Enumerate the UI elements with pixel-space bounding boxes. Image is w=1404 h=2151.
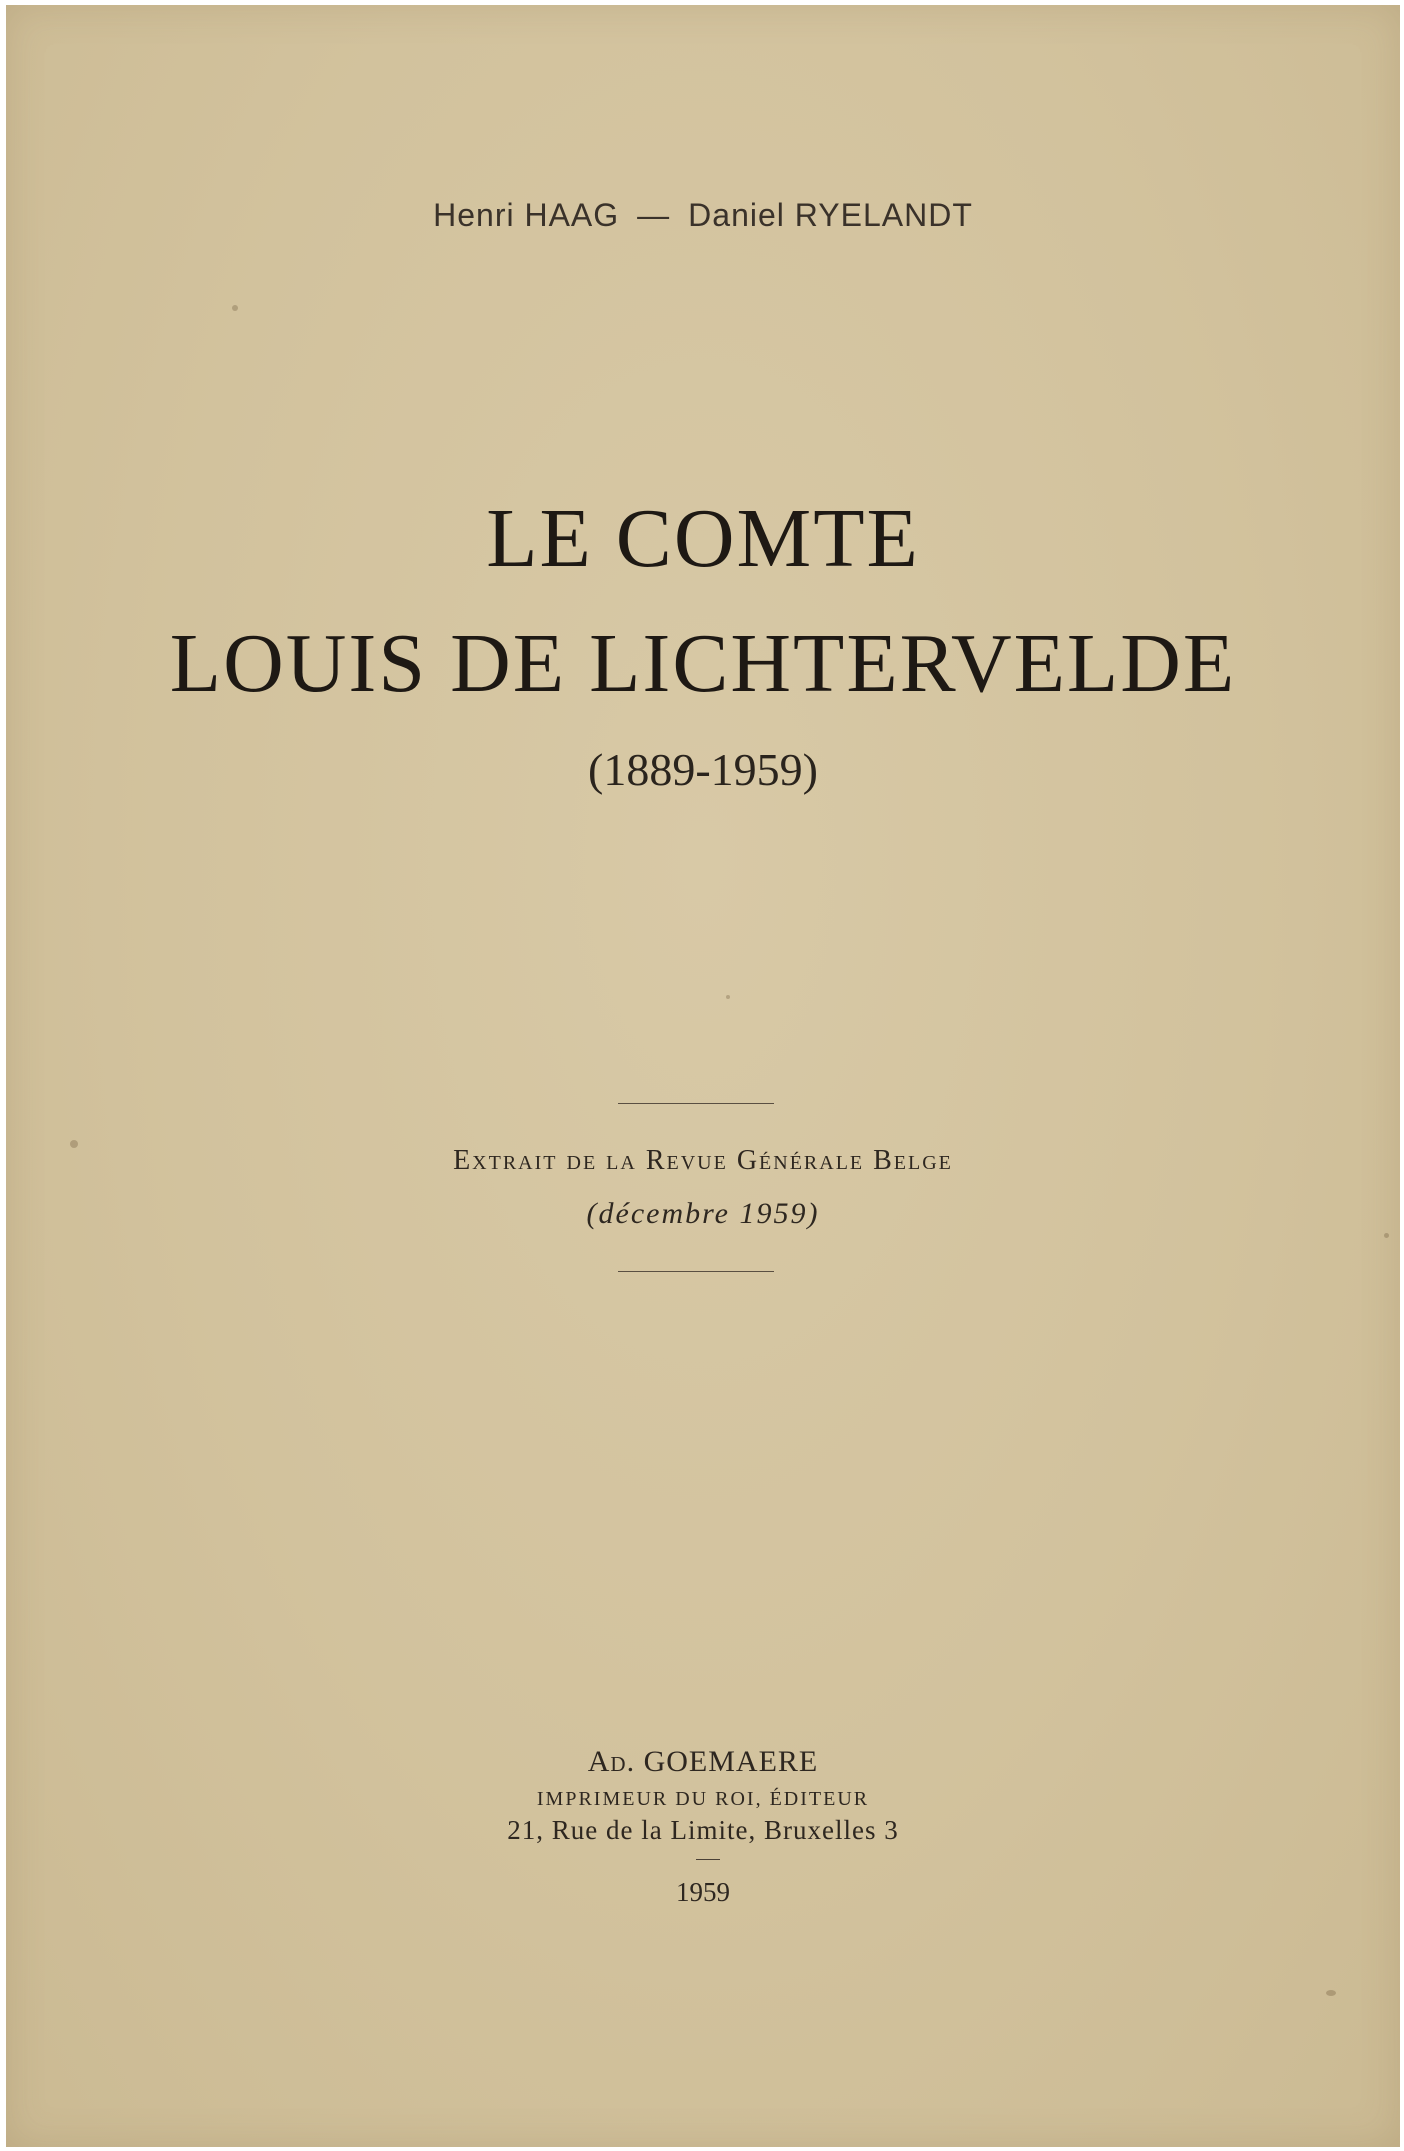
author-separator: — xyxy=(637,197,671,233)
title-line-1: LE COMTE xyxy=(486,492,920,585)
author-haag: Henri HAAG xyxy=(433,197,620,233)
extract-source: Extrait de la Revue Générale Belge xyxy=(453,1145,953,1176)
author-ryelandt: Daniel RYELANDT xyxy=(688,197,973,233)
paper-spot xyxy=(232,305,238,311)
publisher-role: IMPRIMEUR DU ROI, ÉDITEUR xyxy=(536,1788,870,1810)
book-cover xyxy=(6,5,1400,2147)
publisher-address: 21, Rue de la Limite, Bruxelles 3 xyxy=(507,1815,899,1845)
paper-spot xyxy=(726,995,730,999)
year-divider xyxy=(696,1859,720,1860)
paper-spot xyxy=(1326,1990,1336,1996)
paper-spot xyxy=(1384,1233,1389,1238)
issue-date: (décembre 1959) xyxy=(586,1197,820,1230)
divider-top xyxy=(618,1103,774,1104)
publication-year: 1959 xyxy=(676,1877,730,1907)
title-line-2: LOUIS DE LICHTERVELDE xyxy=(169,617,1237,710)
publisher-name: Ad. GOEMAERE xyxy=(587,1745,819,1778)
divider-bottom xyxy=(618,1271,774,1272)
authors-line xyxy=(6,197,1400,234)
life-dates: (1889-1959) xyxy=(588,744,818,795)
